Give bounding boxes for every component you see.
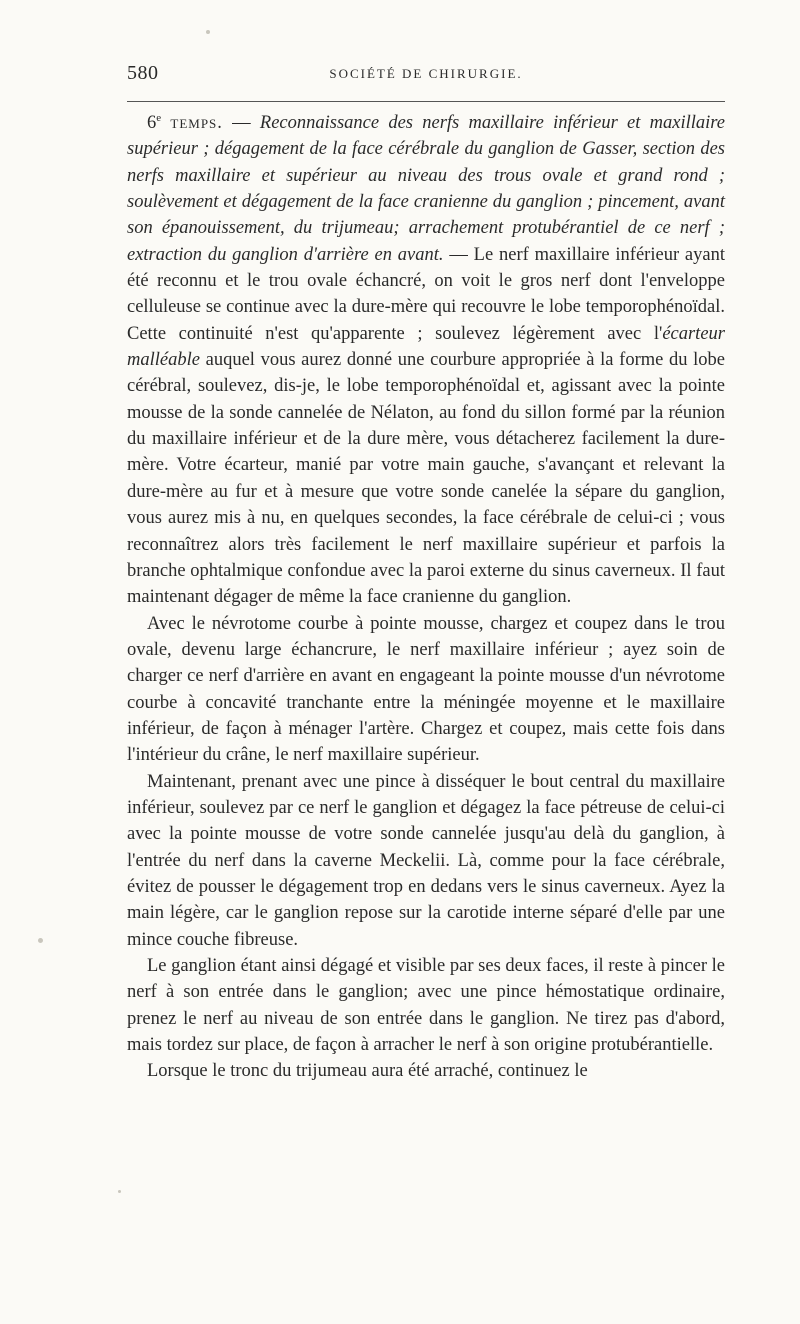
paragraph-maintenant: Maintenant, prenant avec une pince à disséquer le bout central du maxillaire inférieur, soulevez par ce nerf le ganglion et dégagez la face pétreuse de celui-ci avec la pointe mousse de votre sonde cannelée jusqu'au delà du ganglion, à l'entrée du nerf dans la caverne Meckelii. Là, comme pour la face cérébrale, évitez de pousser le dégagement trop en dedans vers le sinus caverneux. Ayez la main légère, car le ganglion repose sur la carotide interne séparé d'elle par une mince couche fibreuse. xyxy=(127,771,725,950)
paper-speck xyxy=(118,1190,121,1193)
step-number: 6 xyxy=(147,113,157,133)
step-suffix: e xyxy=(156,111,162,124)
paper-speck xyxy=(206,30,210,34)
paragraph-nevrotome: Avec le névrotome courbe à pointe mousse, chargez et coupez dans le trou ovale, devenu large échancrure, le nerf maxillaire inférieur ; ayez soin de charger ce nerf d'arrière en avant en engageant la pointe mousse d'un névrotome courbe à concavité tranchante entre la méningée moyenne et le maxillaire inférieur, de façon à ménager l'artère. Chargez et coupez, mais cette fois dans l'intérieur du crâne, le nerf maxillaire supérieur. xyxy=(127,613,725,766)
running-title: SOCIÉTÉ DE CHIRURGIE. xyxy=(329,66,523,81)
running-header xyxy=(127,62,725,92)
paragraph-text-b: auquel vous aurez donné une courbure appropriée à la forme du lobe cérébral, soulevez, dis-je, le lobe temporophénoïdal et, agissant avec la pointe mousse de la sonde cannelée de Nélaton, au fond du sillon formé par la réunion du maxillaire inférieur et de la dure mère, vous détacherez facilement la dure-mère. Votre écarteur, manié par votre main gauche, s'avançant et relevant la dure-mère au fur et à mesure que votre sonde canelée la sépare du ganglion, vous aurez mis à nu, en quelques secondes, la face cérébrale de celui-ci ; vous reconnaîtrez alors très facilement le nerf maxillaire supérieur et parfois la branche ophtalmique confondue avec la paroi externe du sinus caverneux. Il faut maintenant dégager de même la face cranienne du ganglion. xyxy=(127,350,725,608)
paper-speck xyxy=(38,938,43,943)
page-number: 580 xyxy=(127,62,159,84)
tool-name: écarteur malléable xyxy=(127,323,725,371)
paragraph-step-6 xyxy=(127,110,725,611)
step-dash: — xyxy=(222,113,260,133)
paragraph-text-a: — Le nerf maxillaire inférieur ayant été reconnu et le trou ovale échancré, on voit le gros nerf dont l'enveloppe celluleuse se continue avec la dure-mère qui recouvre le lobe temporophénoïdal. Cette continuité n'est qu'apparente ; soulevez légèrement avec l' xyxy=(127,244,725,344)
paragraph-lorsque: Lorsque le tronc du trijumeau aura été arraché, continuez le xyxy=(147,1061,588,1082)
step-label: temps. xyxy=(170,113,223,133)
header-rule xyxy=(127,101,725,102)
body-text xyxy=(127,110,725,1085)
paragraph-ganglion: Le ganglion étant ainsi dégagé et visible par ses deux faces, il reste à pincer le nerf à son entrée dans le ganglion; avec une pince hémostatique ordinaire, prenez le nerf au niveau de son entrée dans le ganglion. Ne tirez pas d'abord, mais tordez sur place, de façon à arracher le nerf à son origine protubérantielle. xyxy=(127,956,725,1056)
step-heading: Reconnaissance des nerfs maxillaire inférieur et maxillaire supérieur ; dégagement de la face cérébrale du ganglion de Gasser, section des nerfs maxillaire et supérieur au niveau des trous ovale et grand rond ; soulèvement et dégagement de la face cranienne du ganglion ; pincement, avant son épanouissement, du trijumeau; arrachement protubérantiel de ce nerf ; extraction du ganglion d'arrière en avant. xyxy=(127,113,726,265)
